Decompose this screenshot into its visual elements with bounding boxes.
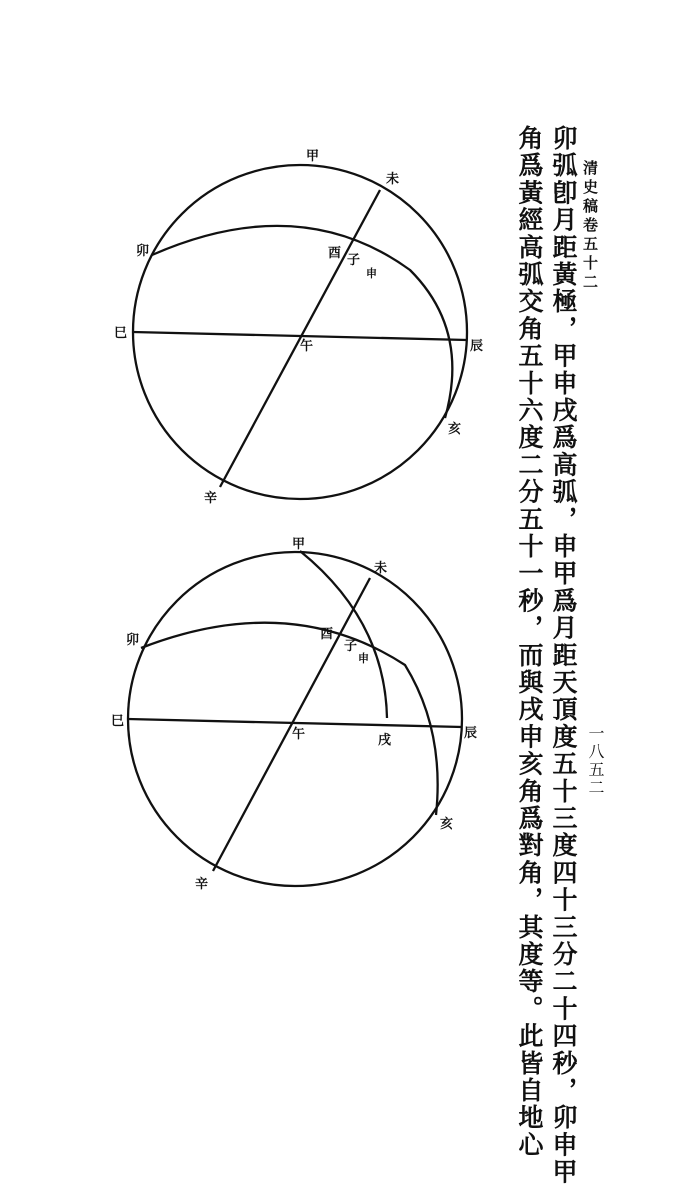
diagram-1-label-you: 酉 (328, 246, 342, 261)
diagram-1 (114, 149, 483, 506)
body-text-column-1: 卯弧卽月距黃極，甲申戌爲高弧，申甲爲月距天頂度五十三度四十三分二十四秒，卯申甲 (549, 125, 578, 1186)
diagram-1-label-wei: 未 (386, 172, 400, 187)
diagram-1-label-chen: 辰 (470, 339, 484, 354)
diagram-1-ecliptic-arc (152, 226, 452, 418)
diagram-2-label-hai: 亥 (440, 817, 454, 832)
running-header: 清史稿卷五十二 (581, 160, 599, 293)
page-number: 一八五二 (586, 725, 605, 797)
diagram-2-ecliptic-arc (141, 623, 438, 815)
body-text-column-2: 角爲黃經高弧交角五十六度二分五十一秒，而與戌申亥角爲對角，其度等。此皆自地心 (515, 125, 544, 1159)
diagram-2-label-you: 酉 (320, 627, 334, 642)
diagram-2-label-xin: 辛 (195, 877, 209, 892)
diagram-2-label-mao: 卯 (126, 633, 140, 648)
diagram-2-label-chen: 辰 (464, 726, 478, 741)
diagram-1-label-si: 巳 (114, 326, 128, 341)
diagram-2 (111, 537, 477, 892)
diagram-1-label-hai: 亥 (448, 422, 462, 437)
diagram-1-label-mao: 卯 (136, 244, 150, 259)
diagram-2-label-zi: 子 (344, 639, 358, 654)
diagram-2-label-wei: 未 (374, 561, 388, 576)
diagram-1-label-shen: 申 (366, 267, 377, 280)
diagram-2-label-jia: 甲 (292, 537, 306, 552)
diagram-2-label-xu: 戌 (378, 733, 392, 748)
diagram-1-outer-circle (133, 165, 467, 499)
diagram-1-label-jia: 甲 (306, 149, 320, 164)
diagram-1-label-zi: 子 (347, 253, 361, 268)
diagram-1-label-wu: 午 (300, 339, 314, 354)
diagram-2-label-shen: 申 (358, 652, 369, 665)
diagram-1-label-xin: 辛 (204, 491, 218, 506)
diagram-2-label-wu: 午 (292, 727, 306, 742)
diagram-2-label-si: 巳 (111, 714, 125, 729)
